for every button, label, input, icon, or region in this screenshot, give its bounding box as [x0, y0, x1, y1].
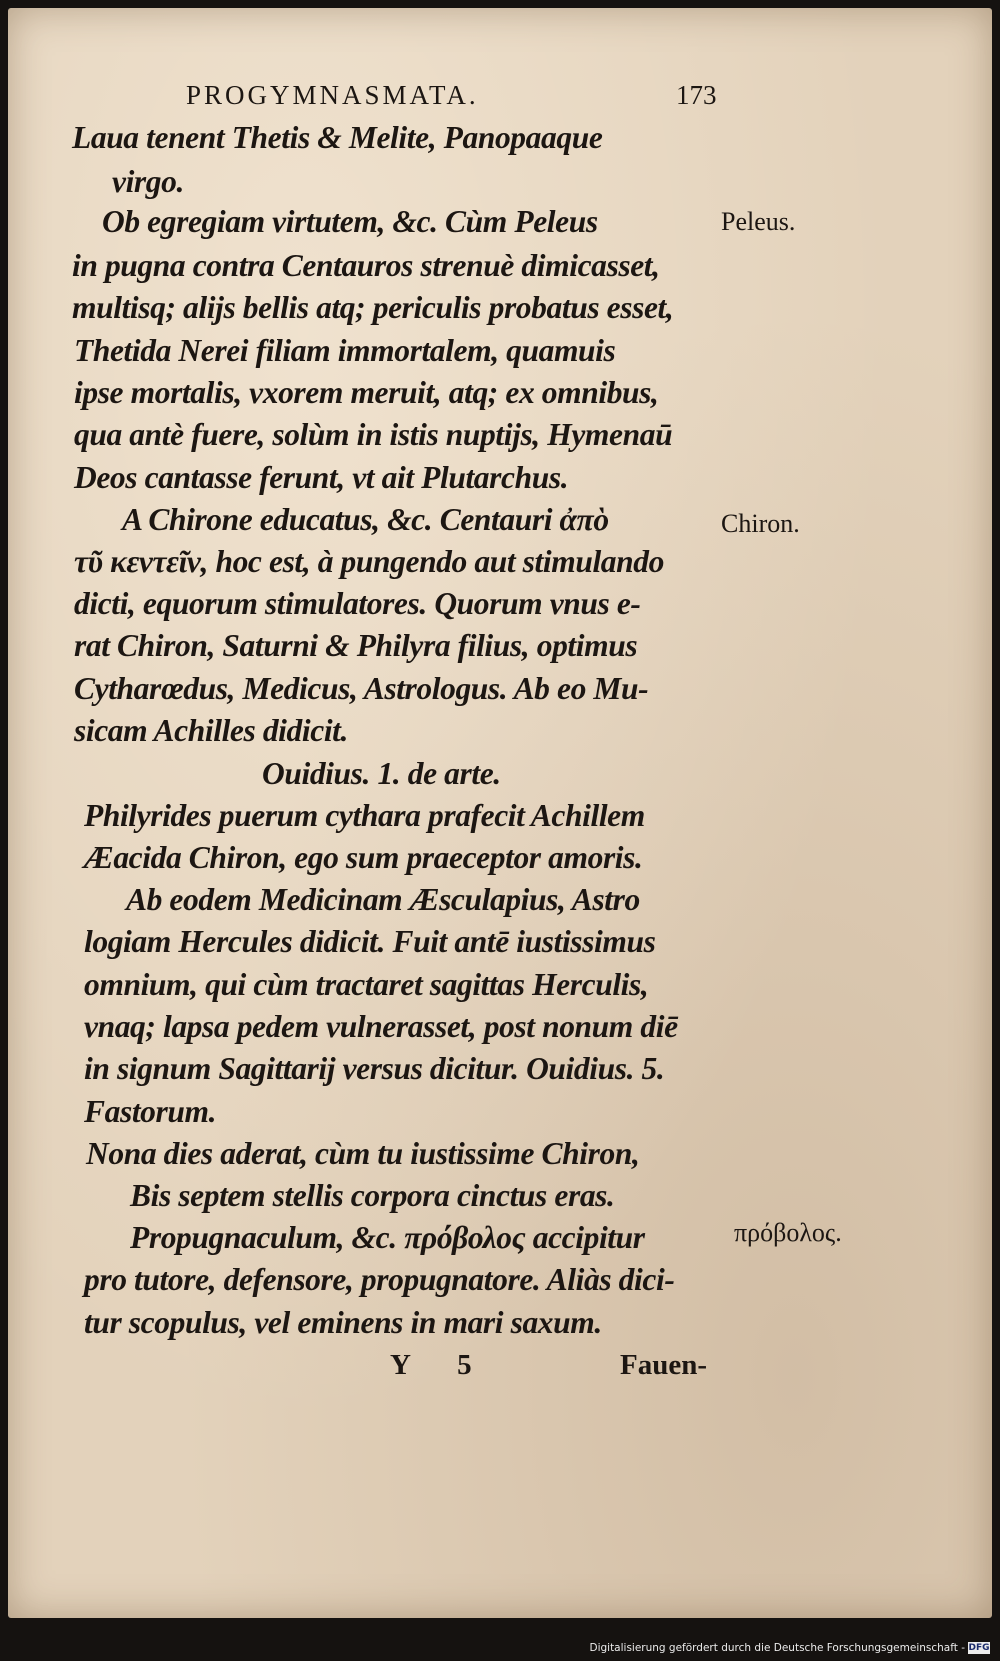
text-line: dicti, equorum stimulatores. Quorum vnus e- [74, 586, 641, 621]
margin-note-chiron: Chiron. [721, 509, 800, 538]
dfg-logo: DFG [968, 1643, 990, 1653]
margin-note-probolos: πρόβολος. [734, 1218, 842, 1247]
text-line: virgo. [112, 164, 184, 199]
text-line: Deos cantasse ferunt, vt ait Plutarchus. [74, 460, 569, 495]
text-line: ipse mortalis, vxorem meruit, atq; ex omnibus, [74, 375, 659, 410]
digitization-credit [589, 1641, 990, 1655]
text-line: Thetida Nerei filiam immortalem, quamuis [74, 333, 616, 368]
text-line: in signum Sagittarij versus dicitur. Ouidius. 5. [84, 1051, 665, 1086]
text-line: tur scopulus, vel eminens in mari saxum. [84, 1305, 602, 1340]
verse-line: Nona dies aderat, cùm tu iustissime Chiron, [86, 1136, 640, 1171]
signature-mark: Y 5 [390, 1349, 472, 1381]
citation-heading: Ouidius. 1. de arte. [262, 756, 501, 791]
text-line: rat Chiron, Saturni & Philyra filius, optimus [74, 628, 638, 663]
text-line: Ob egregiam virtutem, &c. Cùm Peleus [102, 204, 598, 239]
text-line: Cytharœdus, Medicus, Astrologus. Ab eo Mu- [74, 671, 649, 706]
text-line: vnaq; lapsa pedem vulnerasset, post nonum diē [84, 1009, 678, 1044]
catchword: Fauen- [620, 1349, 707, 1381]
book-page [8, 8, 992, 1618]
credit-text: Digitalisierung gefördert durch die Deutsche Forschungsgemeinschaft - [589, 1642, 965, 1654]
text-line: multisq; alijs bellis atq; periculis probatus esset, [72, 290, 674, 325]
text-line: sicam Achilles didicit. [74, 713, 348, 748]
text-line: τῦ κεντεῖν, hoc est, à pungendo aut stimulando [74, 544, 664, 579]
text-line: Ab eodem Medicinam Æsculapius, Astro [126, 882, 640, 917]
verse-line: Bis septem stellis corpora cinctus eras. [130, 1178, 615, 1213]
text-line: A Chirone educatus, &c. Centauri ἀπὸ [122, 502, 609, 537]
page-number: 173 [676, 80, 717, 110]
verse-line: Philyrides puerum cythara prafecit Achillem [84, 798, 645, 833]
text-line: in pugna contra Centauros strenuè dimicasset, [72, 248, 660, 283]
text-line: Laua tenent Thetis & Melite, Panopaaque [72, 120, 603, 155]
text-line: omnium, qui cùm tractaret sagittas Herculis, [84, 967, 649, 1002]
text-line: pro tutore, defensore, propugnatore. Aliàs dici- [84, 1262, 675, 1297]
running-title: PROGYMNASMATA. [186, 80, 479, 110]
text-line: logiam Hercules didicit. Fuit antē iustissimus [84, 924, 656, 959]
text-line: Propugnaculum, &c. πρόβολος accipitur [130, 1220, 645, 1255]
margin-note-peleus: Peleus. [721, 207, 796, 236]
verse-line: Æacida Chiron, ego sum praeceptor amoris. [84, 840, 643, 875]
text-line: Fastorum. [84, 1094, 217, 1129]
text-line: qua antè fuere, solùm in istis nuptijs, Hymenaū [74, 417, 673, 452]
